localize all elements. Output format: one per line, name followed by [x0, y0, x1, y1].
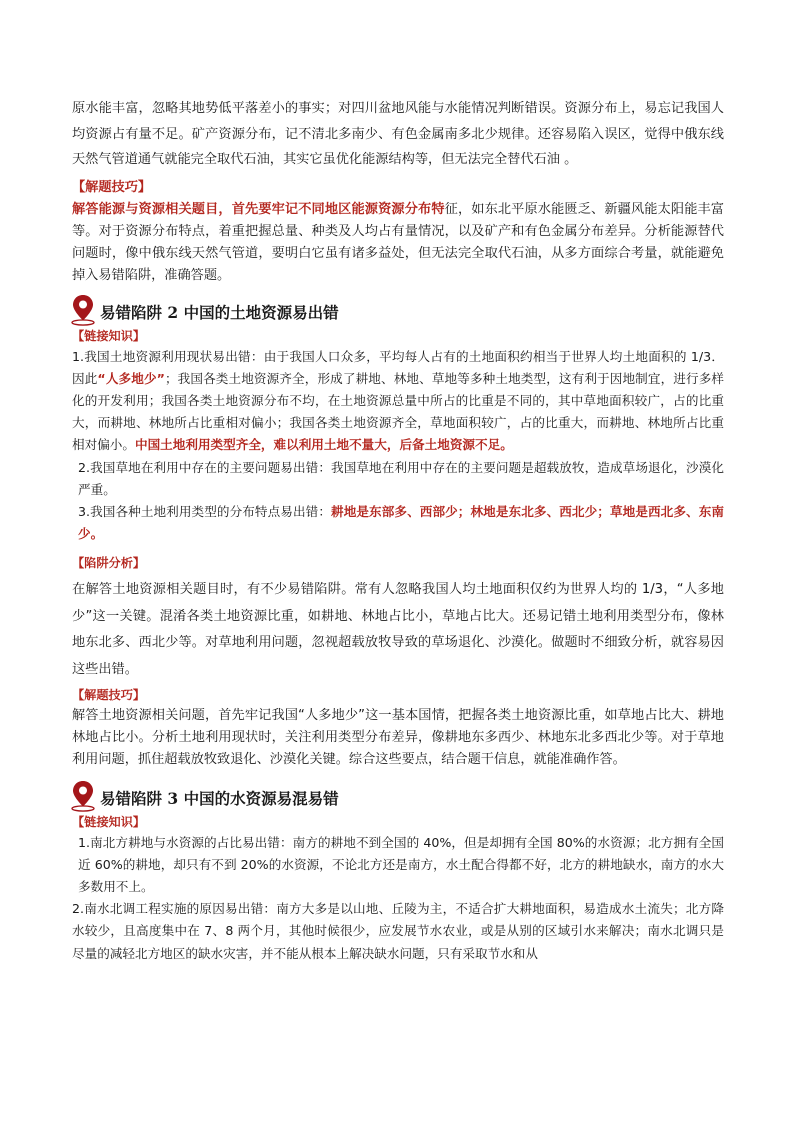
paragraph-trap-analysis-2: 在解答土地资源相关题目时，有不少易错陷阱。常有人忽略我国人均土地面积仅约为世界人均的 1/3，“人多地少”这一关键。混淆各类土地资源比重，如耕地、林地占比小，草地占比大。还易记错土地利用类型分布，像林地东北多、西北少等。对草地利用问题，忽视超载放牧导致的草场退化、沙漠化。做题时不细致分析，就容易因这些出错。	[72, 582, 724, 677]
highlight-land-3: 耕地是东部多、西部少；林地是东北多、西北少；草地是西北多、东南少。	[78, 503, 724, 542]
location-pin-icon	[70, 294, 98, 326]
list-item-land-3	[72, 501, 724, 545]
document-page	[72, 96, 724, 965]
list-item-water-2: 2.南水北调工程实施的原因易出错：南方大多是以山地、丘陵为主，不适合扩大耕地面积，易造成水土流失；北方降水较少，且高度集中在 7、8 两个月，其他时候很少，应发展节水农业，或是从别的区域引水来解决；南水北调只是尽量的减轻北方地区的缺水灾害，并不能从根本上解决缺水问题，只有采取节水和从	[72, 901, 724, 961]
highlight-land-1a: “人多地少”	[97, 370, 165, 386]
paragraph-skills-2: 解答土地资源相关问题，首先牢记我国“人多地少”这一基本国情，把握各类土地资源比重，如草地占比大、耕地林地占比小。分析土地利用现状时，关注利用类型分布差异，像耕地东多西少、林地东北多西北少等。对于草地利用问题，抓住超载放牧致退化、沙漠化关键。综合这些要点，结合题干信息，就能准确作答。	[72, 707, 724, 768]
list-item-water-1: 1.南北方耕地与水资源的占比易出错：南方的耕地不到全国的 40%，但是却拥有全国 80%的水资源；北方拥有全国近 60%的耕地，却只有不到 20%的水资源，不论北方还是南方，水土配合得都不好，北方的耕地缺水，南方的水大多数用不上。	[78, 834, 724, 894]
label-trap-analysis-2: 【陷阱分析】	[72, 556, 146, 571]
section-title-2: 易错陷阱 2 中国的土地资源易出错	[100, 302, 339, 322]
paragraph-skills-1	[72, 199, 724, 288]
label-link-knowledge-2: 【链接知识】	[72, 328, 146, 343]
section-heading-2	[72, 290, 724, 326]
paragraph-resources-intro: 原水能丰富，忽略其地势低平落差小的事实；对四川盆地风能与水能情况判断错误。资源分布上，易忘记我国人均资源占有量不足。矿产资源分布，记不清北多南少、有色金属南多北少规律。还容易陷入误区，觉得中俄东线天然气管道通气就能完全取代石油，其实它虽优化能源结构等，但无法完全替代石油 。	[72, 101, 724, 167]
text-land-1b: ；我国各类土地资源齐全，形成了耕地、林地、草地等多种土地类型，这有利于因地制宜，进行多样化的开发利用；我国各类土地资源分布不均，在土地资源总量中所占的比重是不同的，其中草地面积较广，占的比重大，而耕地、林地所占比重相对偏小；我国各类土地资源齐全，草地面积较广，占的比重大，而耕地、林地所占比重相对偏小。	[72, 370, 725, 453]
section-title-3: 易错陷阱 3 中国的水资源易混易错	[100, 788, 339, 808]
text-skills-1: 征，如东北平原水能匮乏、新疆风能太阳能丰富等。对于资源分布特点，着重把握总量、种类及人均占有量情况，以及矿产和有色金属分布差异。分析能源替代问题时，像中俄东线天然气管道，要明白它虽有诸多益处，但无法完全取代石油，从多方面综合考量，就能避免掉入易错陷阱，准确答题。	[72, 201, 724, 284]
highlight-skills-1: 解答能源与资源相关题目，首先要牢记不同地区能源资源分布特	[72, 201, 445, 217]
label-link-knowledge-3: 【链接知识】	[72, 814, 146, 829]
section-heading-3	[72, 776, 724, 812]
text-land-1a: 1.我国土地资源利用现状易出错：由于我国人口众多，平均每人占有的土地面积约相当于世界人均土地面积的 1/3．因此	[72, 348, 724, 386]
location-pin-icon	[70, 780, 98, 812]
highlight-land-1b: 中国土地利用类型齐全，难以利用土地不量大，后备土地资源不足。	[134, 437, 513, 453]
list-item-land-2: 2.我国草地在利用中存在的主要问题易出错：我国草地在利用中存在的主要问题是超载放牧，造成草场退化，沙漠化严重。	[78, 459, 724, 497]
text-land-3: 3.我国各种土地利用类型的分布特点易出错：	[78, 503, 332, 519]
label-skills-2: 【解题技巧】	[72, 687, 146, 702]
list-item-land-1	[72, 346, 724, 457]
label-skills-1: 【解题技巧】	[72, 179, 152, 195]
